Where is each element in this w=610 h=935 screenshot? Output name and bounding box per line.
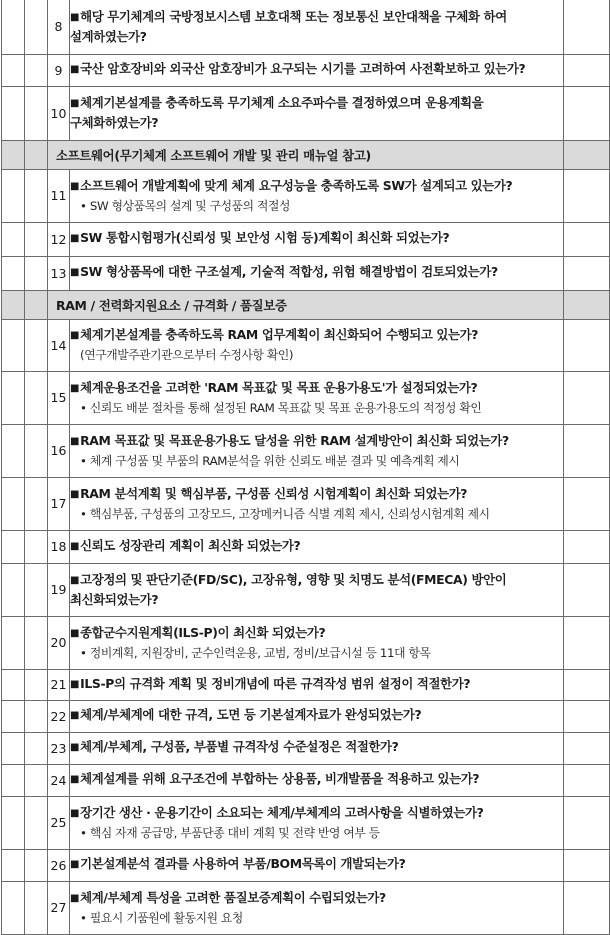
item-number: 12 — [48, 222, 70, 256]
item-number: 11 — [48, 169, 70, 222]
item-question: 기본설계분석 결과를 사용하여 부품/BOM목록이 개발되는가? — [80, 856, 406, 871]
blank-cell-last — [564, 140, 610, 169]
item-question-line — [70, 537, 563, 557]
item-number: 23 — [48, 732, 70, 764]
item-body — [70, 0, 564, 54]
square-bullet-icon: ■ — [70, 859, 80, 870]
section-header-row — [2, 140, 610, 169]
blank-cell-a — [2, 290, 25, 319]
checklist-item-row — [2, 849, 610, 881]
blank-cell-a — [2, 169, 25, 222]
item-number: 8 — [48, 0, 70, 54]
checklist-item-row — [2, 256, 610, 290]
blank-cell-b — [25, 732, 48, 764]
blank-cell-last — [564, 849, 610, 881]
item-question: 체계기본설계를 충족하도록 무기체계 소요주파수를 결정하였으며 운용계획을 구체화하였는가? — [70, 95, 484, 130]
item-question: RAM 분석계획 및 핵심부품, 구성품 신뢰성 시험계획이 최신화 되었는가? — [80, 485, 468, 501]
item-question-line — [70, 770, 563, 790]
checklist-item-row — [2, 319, 610, 371]
item-question-line — [70, 706, 563, 726]
checklist-rows — [2, 0, 610, 934]
square-bullet-icon: ■ — [70, 267, 80, 278]
item-question-line — [70, 263, 563, 283]
item-number: 21 — [48, 669, 70, 700]
item-body — [70, 616, 564, 669]
blank-cell-last — [564, 256, 610, 290]
square-bullet-icon: ■ — [70, 574, 80, 586]
checklist-item-row — [2, 669, 610, 700]
blank-cell-b — [25, 256, 48, 290]
blank-cell-b — [25, 881, 48, 934]
item-question-line — [70, 326, 563, 346]
blank-cell-last — [564, 616, 610, 669]
item-number: 9 — [48, 54, 70, 86]
item-question: 고장정의 및 판단기준(FD/SC), 고장유형, 영향 및 치명도 분석(FMECA) 방안이 최신화되었는가? — [70, 571, 507, 607]
item-note: • 신뢰도 배분 절차를 통해 설정된 RAM 목표값 및 목표 운용가용도의 적정성 확인 — [80, 400, 482, 415]
item-question-line — [70, 485, 563, 505]
item-body — [70, 86, 564, 140]
item-number: 15 — [48, 371, 70, 424]
blank-cell-a — [2, 319, 25, 371]
item-question: 체계/부체계에 대한 규격, 도면 등 기본설계자료가 완성되었는가? — [80, 707, 422, 722]
blank-cell-b — [25, 764, 48, 796]
item-note: • SW 형상품목의 설계 및 구성품의 적절성 — [80, 198, 290, 213]
item-body — [70, 222, 564, 256]
blank-cell-b — [25, 140, 48, 169]
checklist-item-row — [2, 86, 610, 140]
square-bullet-icon: ■ — [70, 627, 80, 639]
blank-cell-b — [25, 700, 48, 732]
blank-cell-last — [564, 222, 610, 256]
item-question: SW 형상품목에 대한 구조설계, 기술적 적합성, 위험 해결방법이 검토되었는가? — [80, 264, 498, 279]
item-question-line — [70, 624, 563, 644]
item-body — [70, 732, 564, 764]
item-note: • 필요시 기품원에 활동지원 요청 — [80, 910, 243, 925]
item-number: 13 — [48, 256, 70, 290]
item-number: 10 — [48, 86, 70, 140]
blank-cell-last — [564, 0, 610, 54]
blank-cell-b — [25, 86, 48, 140]
blank-cell-a — [2, 86, 25, 140]
blank-cell-a — [2, 849, 25, 881]
item-question: 장기간 생산 · 운용기간이 소요되는 체계/부체계의 고려사항을 식별하였는가? — [80, 804, 484, 820]
item-question: 국산 암호장비와 외국산 암호장비가 요구되는 시기를 고려하여 사전확보하고 있는가? — [80, 61, 526, 76]
square-bullet-icon: ■ — [70, 774, 80, 785]
square-bullet-icon: ■ — [70, 540, 80, 552]
item-question: 해당 무기체계의 국방정보시스템 보호대책 또는 정보통신 보안대책을 구체화 하여 설계하였는가? — [70, 8, 507, 44]
item-question: 체계/부체계 특성을 고려한 품질보증계획이 수립되었는가? — [80, 889, 386, 905]
item-number: 27 — [48, 881, 70, 934]
blank-cell-last — [564, 796, 610, 849]
blank-cell-b — [25, 319, 48, 371]
blank-cell-a — [2, 764, 25, 796]
item-question-line — [70, 60, 563, 80]
item-question: 소프트웨어 개발계획에 맞게 체계 요구성능을 충족하도록 SW가 설계되고 있는가? — [80, 177, 513, 193]
item-question-line — [70, 94, 563, 132]
item-question: 체계운용조건을 고려한 'RAM 목표값 및 목표 운용가용도'가 설정되었는가? — [80, 379, 478, 395]
checklist-item-row — [2, 530, 610, 563]
item-question: 신뢰도 성장관리 계획이 최신화 되었는가? — [80, 537, 301, 553]
checklist-item-row — [2, 796, 610, 849]
blank-cell-last — [564, 881, 610, 934]
blank-cell-b — [25, 616, 48, 669]
square-bullet-icon: ■ — [70, 98, 80, 109]
blank-cell-b — [25, 849, 48, 881]
item-question: 종합군수지원계획(ILS-P)이 최신화 되었는가? — [80, 624, 326, 640]
blank-cell-a — [2, 371, 25, 424]
item-question-line — [70, 738, 563, 758]
item-question-line — [70, 379, 563, 399]
item-body — [70, 563, 564, 616]
item-question-line — [70, 889, 563, 909]
square-bullet-icon: ■ — [70, 892, 80, 904]
item-number: 17 — [48, 477, 70, 530]
checklist-item-row — [2, 169, 610, 222]
blank-cell-a — [2, 700, 25, 732]
blank-cell-last — [564, 424, 610, 477]
item-question: 체계/부체계, 구성품, 부품별 규격작성 수준설정은 적절한가? — [80, 739, 399, 754]
item-number: 22 — [48, 700, 70, 732]
blank-cell-b — [25, 290, 48, 319]
item-body — [70, 256, 564, 290]
checklist-table — [1, 0, 610, 935]
item-question-line — [70, 855, 563, 875]
item-body — [70, 530, 564, 563]
checklist-item-row — [2, 54, 610, 86]
square-bullet-icon: ■ — [70, 180, 80, 192]
square-bullet-icon: ■ — [70, 11, 80, 23]
blank-cell-last — [564, 371, 610, 424]
blank-cell-last — [564, 54, 610, 86]
blank-cell-b — [25, 477, 48, 530]
item-question-line — [70, 8, 563, 46]
item-note: • 정비계획, 지원장비, 군수인력운용, 교범, 정비/보급시설 등 11대 항목 — [80, 645, 431, 660]
square-bullet-icon: ■ — [70, 382, 80, 394]
blank-cell-b — [25, 669, 48, 700]
blank-cell-a — [2, 796, 25, 849]
item-question-line — [70, 675, 563, 695]
blank-cell-a — [2, 222, 25, 256]
item-question-line — [70, 804, 563, 824]
item-question: RAM 목표값 및 목표운용가용도 달성을 위한 RAM 설계방안이 최신화 되었는가? — [80, 432, 509, 448]
item-body — [70, 764, 564, 796]
square-bullet-icon: ■ — [70, 710, 80, 721]
item-note: (연구개발주관기관으로부터 수정사항 확인) — [80, 348, 294, 362]
blank-cell-a — [2, 256, 25, 290]
blank-cell-b — [25, 796, 48, 849]
checklist-item-row — [2, 700, 610, 732]
blank-cell-a — [2, 732, 25, 764]
item-question: 체계기본설계를 충족하도록 RAM 업무계획이 최신화되어 수행되고 있는가? — [80, 327, 479, 342]
blank-cell-a — [2, 140, 25, 169]
item-number: 24 — [48, 764, 70, 796]
item-body — [70, 371, 564, 424]
blank-cell-b — [25, 54, 48, 86]
item-body — [70, 669, 564, 700]
item-body — [70, 169, 564, 222]
blank-cell-a — [2, 616, 25, 669]
item-number: 16 — [48, 424, 70, 477]
item-number: 20 — [48, 616, 70, 669]
blank-cell-b — [25, 0, 48, 54]
blank-cell-b — [25, 222, 48, 256]
checklist-item-row — [2, 222, 610, 256]
blank-cell-last — [564, 477, 610, 530]
checklist-item-row — [2, 371, 610, 424]
item-number: 26 — [48, 849, 70, 881]
item-note: • 핵심 자재 공급망, 부품단종 대비 계획 및 전략 반영 여부 등 — [80, 825, 380, 840]
blank-cell-last — [564, 563, 610, 616]
item-question-line — [70, 571, 563, 609]
blank-cell-a — [2, 424, 25, 477]
item-number: 25 — [48, 796, 70, 849]
item-number: 18 — [48, 530, 70, 563]
blank-cell-a — [2, 530, 25, 563]
item-body — [70, 881, 564, 934]
checklist-item-row — [2, 764, 610, 796]
blank-cell-last — [564, 700, 610, 732]
blank-cell-a — [2, 0, 25, 54]
item-body — [70, 849, 564, 881]
item-question-line — [70, 432, 563, 452]
checklist-item-row — [2, 616, 610, 669]
item-question-line — [70, 177, 563, 197]
item-body — [70, 319, 564, 371]
item-body — [70, 424, 564, 477]
blank-cell-last — [564, 319, 610, 371]
blank-cell-b — [25, 169, 48, 222]
square-bullet-icon: ■ — [70, 488, 80, 500]
square-bullet-icon: ■ — [70, 678, 80, 690]
item-note: • 체계 구성품 및 부품의 RAM분석을 위한 신뢰도 배분 결과 및 예측계획 제시 — [80, 453, 460, 468]
item-body — [70, 477, 564, 530]
checklist-item-row — [2, 732, 610, 764]
square-bullet-icon: ■ — [70, 435, 80, 447]
section-title: 소프트웨어(무기체계 소프트웨어 개발 및 관리 매뉴얼 참고) — [48, 140, 564, 169]
checklist-item-row — [2, 0, 610, 54]
item-question: ILS-P의 규격화 계획 및 정비개념에 따른 규격작성 범위 설정이 적절한가? — [80, 675, 471, 691]
blank-cell-a — [2, 54, 25, 86]
checklist-item-row — [2, 424, 610, 477]
square-bullet-icon: ■ — [70, 233, 80, 244]
blank-cell-last — [564, 530, 610, 563]
item-number: 14 — [48, 319, 70, 371]
item-body — [70, 54, 564, 86]
checklist-item-row — [2, 563, 610, 616]
item-note: • 핵심부품, 구성품의 고장모드, 고장메커니즘 식별 계획 제시, 신뢰성시험계획 제시 — [80, 506, 490, 521]
blank-cell-b — [25, 371, 48, 424]
checklist-item-row — [2, 477, 610, 530]
item-body — [70, 700, 564, 732]
blank-cell-last — [564, 86, 610, 140]
blank-cell-a — [2, 477, 25, 530]
square-bullet-icon: ■ — [70, 64, 80, 75]
square-bullet-icon: ■ — [70, 330, 80, 341]
blank-cell-b — [25, 424, 48, 477]
blank-cell-last — [564, 669, 610, 700]
square-bullet-icon: ■ — [70, 742, 80, 753]
blank-cell-last — [564, 169, 610, 222]
blank-cell-a — [2, 563, 25, 616]
item-question: 체계설계를 위해 요구조건에 부합하는 상용품, 비개발품을 적용하고 있는가? — [80, 771, 480, 786]
checklist-item-row — [2, 881, 610, 934]
blank-cell-a — [2, 881, 25, 934]
blank-cell-last — [564, 764, 610, 796]
item-question: SW 통합시험평가(신뢰성 및 보안성 시험 등)계획이 최신화 되었는가? — [80, 230, 450, 245]
item-question-line — [70, 229, 563, 249]
blank-cell-a — [2, 669, 25, 700]
blank-cell-b — [25, 563, 48, 616]
section-header-row — [2, 290, 610, 319]
blank-cell-last — [564, 290, 610, 319]
section-title: RAM / 전력화지원요소 / 규격화 / 품질보증 — [48, 290, 564, 319]
blank-cell-last — [564, 732, 610, 764]
item-number: 19 — [48, 563, 70, 616]
item-body — [70, 796, 564, 849]
square-bullet-icon: ■ — [70, 807, 80, 819]
blank-cell-b — [25, 530, 48, 563]
